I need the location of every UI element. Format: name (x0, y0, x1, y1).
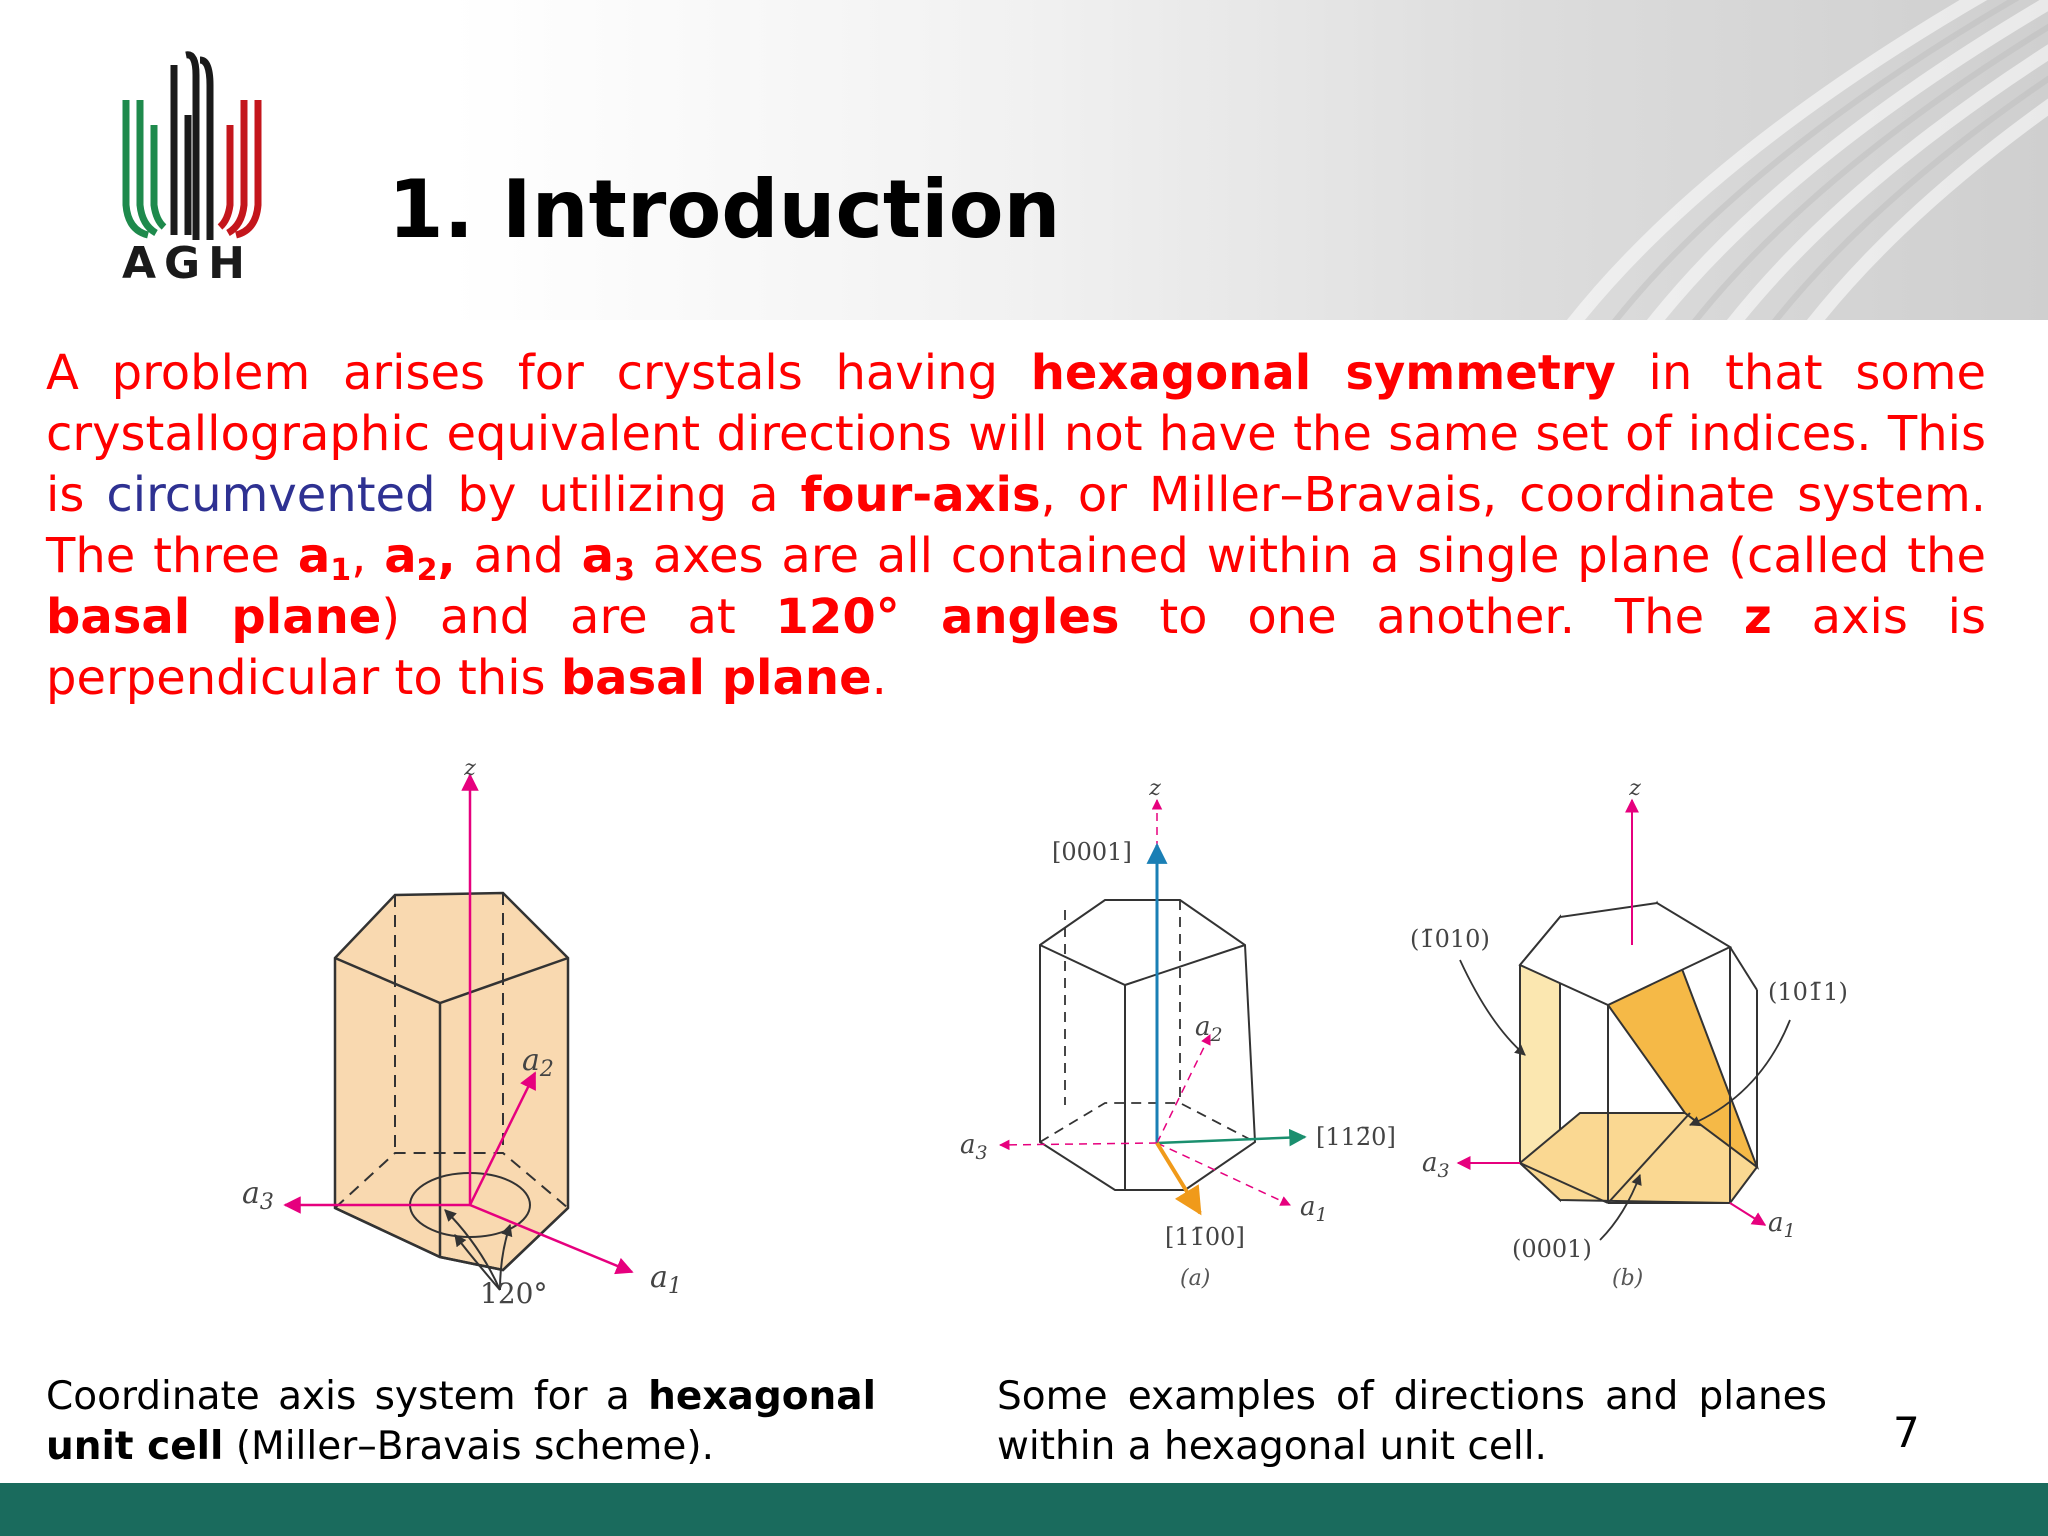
a-a1-label: a (1300, 1192, 1316, 1222)
figure-b-label: (b) (1612, 1266, 1644, 1291)
plane-0001-label: (0001) (1512, 1235, 1592, 1263)
svg-text:a3 (1422, 1148, 1450, 1182)
svg-text:a1 (650, 1260, 682, 1299)
left-z-label: z (464, 756, 476, 781)
left-a1-subscript: 1 (667, 1274, 682, 1299)
a-a1-subscript: 1 (1315, 1204, 1328, 1226)
caption-right: Some examples of directions and planes within a hexagonal unit cell. (997, 1374, 1827, 1469)
svg-text:a3 (242, 1176, 274, 1215)
figure-left-unit-cell (242, 756, 682, 1310)
figure-a-directions (960, 776, 1396, 1291)
left-a3-label: a (242, 1176, 260, 1211)
svg-text:a3 (960, 1130, 988, 1164)
hexagonal-figures (0, 735, 2048, 1355)
a-z-label: z (1149, 776, 1161, 801)
logo-text: AGH (122, 238, 253, 289)
a-a3-subscript: 3 (975, 1142, 988, 1164)
figure-b-planes (1410, 776, 1848, 1291)
intro-paragraph: A problem arises for crystals having hexagonal symmetry in that some crystallographic equivalent directions will not have the same set of indices. This is circumvented by utilizing a four-axis, or Miller–Bravais, coordinate system. The three $a_1$, $a_2$, and $a_3$ axes are all contained within a single plane (called the basal plane) and are at 120° angles to one another. The z axis is perpendicular to this basal plane. (46, 345, 1987, 706)
b-z-label: z (1629, 776, 1641, 801)
svg-text:a1 (1768, 1208, 1796, 1242)
left-a2-subscript: 2 (539, 1057, 554, 1082)
b-a1-subscript: 1 (1783, 1220, 1796, 1242)
b-a3-subscript: 3 (1437, 1160, 1450, 1182)
footer-bar (0, 1483, 2048, 1536)
a-a2-subscript: 2 (1210, 1024, 1223, 1046)
b-a3-label: a (1422, 1148, 1438, 1178)
slide-header (0, 0, 2048, 320)
left-a3-subscript: 3 (259, 1190, 274, 1215)
left-a2-label: a (522, 1043, 540, 1078)
plane-1011-label: (101̄1) (1768, 978, 1848, 1006)
header-decoration (1148, 0, 2048, 320)
emphasis-hexagonal-symmetry: hexagonal symmetry (1030, 345, 1616, 401)
left-a1-label: a (650, 1260, 668, 1295)
b-a1-label: a (1768, 1208, 1784, 1238)
dir-1120-label: [112̄0] (1316, 1123, 1396, 1151)
angle-120-label: 120° (480, 1277, 548, 1310)
circumvented-link[interactable]: circumvented (106, 467, 436, 523)
page-number: 7 (1893, 1408, 1920, 1457)
slide-title: 1. Introduction (388, 163, 1061, 256)
a-a3-label: a (960, 1130, 976, 1160)
svg-text:a1 (1300, 1192, 1328, 1226)
caption-left: Coordinate axis system for a hexagonal unit cell (Miller–Bravais scheme). (46, 1374, 876, 1469)
figure-a-label: (a) (1180, 1266, 1211, 1291)
dir-1100-label: [11̄00] (1165, 1223, 1245, 1251)
plane-1010-label: (1̄010) (1410, 925, 1490, 953)
dir-0001-label: [0001] (1052, 838, 1132, 866)
a-a2-label: a (1195, 1012, 1211, 1042)
